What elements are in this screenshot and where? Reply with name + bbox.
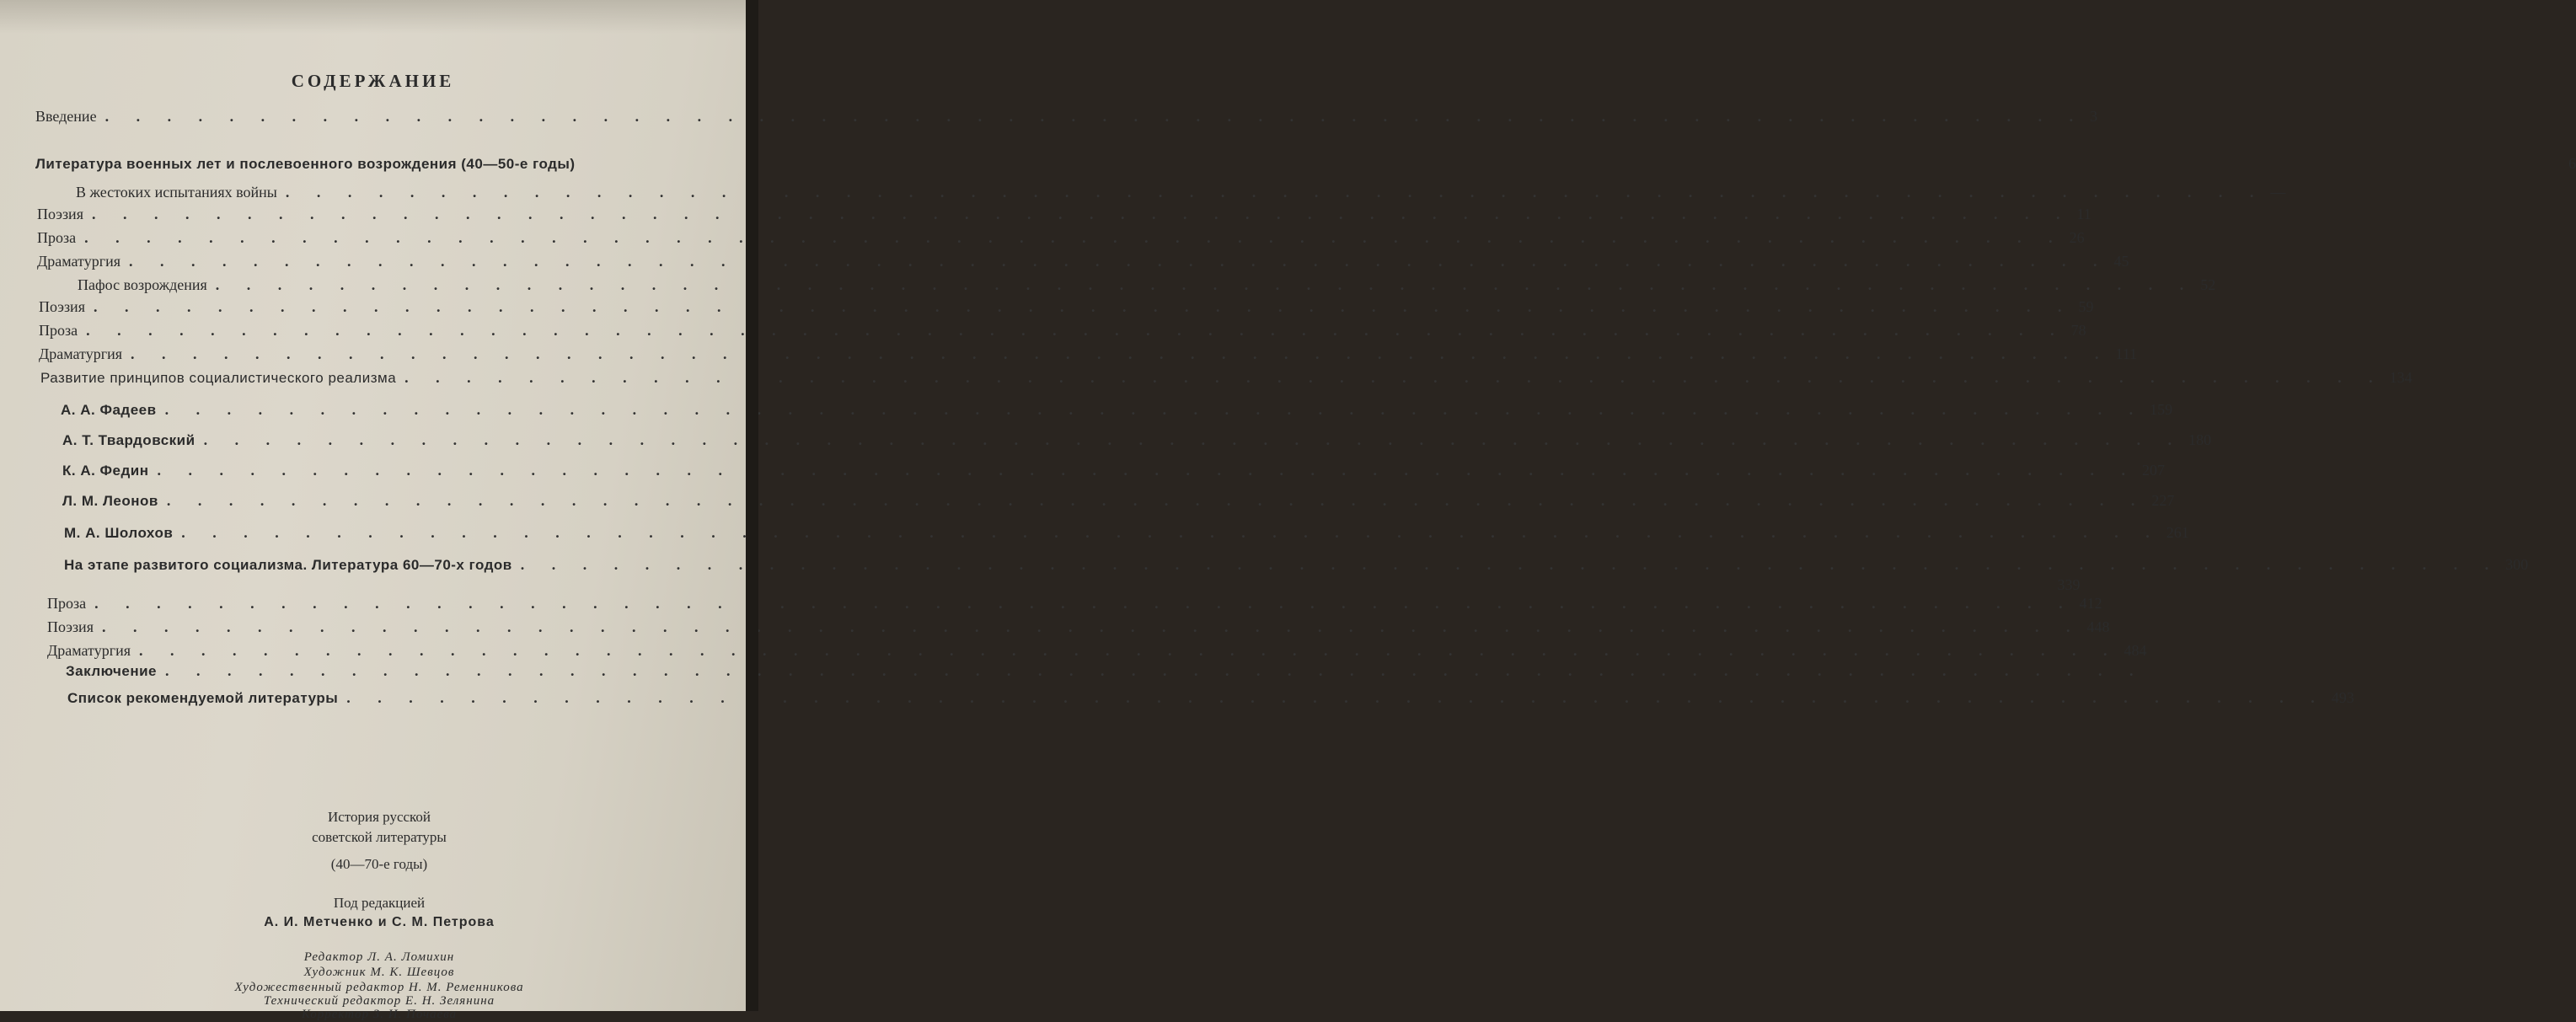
toc-entry [64, 524, 2189, 548]
toc-entry-label: Л. М. Леонов [62, 493, 158, 509]
imprint-credit: Художественный редактор Н. М. Ременникова [234, 981, 524, 994]
toc-entry-label: Драматургия [39, 345, 122, 362]
toc-entry-label: Пафос возрождения [78, 276, 207, 293]
toc-entry [37, 253, 2129, 276]
leader-dots [149, 462, 2138, 479]
toc-entry-page: 484 [2123, 642, 2147, 659]
toc-entry-page: 159 [2150, 401, 2173, 418]
toc-entry-label: Заключение [66, 663, 157, 679]
toc-entry [62, 431, 2212, 455]
toc-entry [61, 401, 2173, 425]
toc-entry-page: 134 [2389, 369, 2413, 386]
leader-dots [195, 431, 2184, 449]
toc-entry-label: Список рекомендуемой литературы [67, 690, 339, 706]
toc-entry-label: На этапе развитого социализма. Литература 60—70-х годов [64, 557, 512, 573]
leader-dots [120, 253, 2109, 270]
toc-entry [76, 184, 2286, 207]
leader-dots [396, 369, 2385, 387]
imprint-credit: Редактор Л. А. Ломихин [303, 950, 455, 964]
leader-dots [94, 618, 2082, 636]
toc-entry-label: К. А. Федин [62, 463, 149, 479]
toc-entry [35, 155, 2576, 179]
toc-entry-page: 11 [2076, 206, 2091, 222]
toc-entry-page: 493 [2331, 689, 2354, 706]
toc-entry-label: Поэзия [47, 618, 94, 635]
toc-entry-page: 207 [2142, 462, 2166, 479]
toc-title: СОДЕРЖАНИЕ [291, 71, 455, 91]
toc-entry [39, 322, 2086, 345]
imprint-edited-by: Под редакцией [333, 895, 426, 911]
toc-entry-page: 339 [2057, 576, 2081, 593]
toc-entry [62, 492, 2175, 516]
toc-entry-label: Драматургия [37, 253, 120, 270]
imprint-credit: Художник М. К. Шевцов [303, 966, 455, 979]
leader-dots [277, 184, 2266, 201]
toc-entry-page: — [2270, 184, 2286, 201]
toc-entry-page: 300 [2505, 556, 2529, 573]
toc-entry-label: Драматургия [47, 642, 131, 659]
toc-entry [47, 595, 2102, 618]
toc-entry-page: 6 [2568, 155, 2576, 172]
leader-dots [157, 401, 2145, 419]
toc-entry [67, 689, 2354, 713]
toc-entry [40, 369, 2413, 393]
toc-entry-label: А. Т. Твардовский [62, 432, 195, 448]
toc-entry [35, 108, 2098, 131]
toc-entry-label: М. А. Шолохов [64, 525, 174, 541]
toc-entry-label: А. А. Фадеев [61, 402, 157, 418]
toc-entry-label: Проза [37, 229, 77, 246]
leader-dots [338, 689, 2327, 707]
leader-dots [131, 642, 2119, 660]
imprint-credit: Корректор З. И. Почаева [301, 1008, 458, 1021]
imprint-book-years: (40—70-е годы) [330, 856, 428, 872]
toc-entry-page: 45 [2113, 253, 2129, 270]
toc-entry-page: 3 [2090, 108, 2098, 125]
toc-entry [62, 462, 2166, 485]
toc-entry-label: Введение [35, 108, 97, 125]
leader-dots [78, 322, 2066, 340]
toc-entry-page: 227 [2151, 492, 2175, 509]
toc-entry-label: Поэзия [39, 298, 85, 315]
imprint-book-title-line2: советской литературы [312, 829, 447, 845]
leader-dots [83, 206, 2072, 223]
leader-dots [207, 276, 2196, 294]
book-binding-edge [746, 0, 758, 1011]
toc-entry-label: Проза [47, 595, 87, 612]
leader-dots [85, 298, 2074, 316]
toc-entry [39, 345, 2138, 369]
toc-entry-page: 26 [2069, 229, 2085, 246]
toc-entry [39, 298, 2094, 322]
toc-entry-label: Поэзия [37, 206, 83, 222]
leader-dots [122, 345, 2111, 363]
toc-entry-label: В жестоких испытаниях войны [76, 184, 277, 201]
toc-entry-page: 412 [2079, 595, 2102, 612]
toc-entry [66, 662, 240, 686]
leader-dots [97, 108, 2086, 126]
toc-entry-label: Проза [39, 322, 78, 339]
leader-dots [173, 524, 2161, 542]
toc-entry-page: 261 [2166, 524, 2189, 541]
leader-dots [76, 229, 2065, 247]
toc-entry-page: 52 [2200, 276, 2216, 293]
toc-entry-page: 111 [2115, 345, 2138, 362]
toc-entry-page: 180 [2188, 431, 2212, 448]
leader-dots [512, 556, 2501, 574]
imprint-editors: А. И. Метченко и С. М. Петрова [264, 915, 495, 929]
leader-dots [86, 595, 2075, 613]
imprint-credit: Технический редактор Е. Н. Зелянина [263, 994, 495, 1008]
toc-entry-label: Литература военных лет и послевоенного возрождения (40—50-е годы) [35, 156, 576, 172]
toc-entry-page: 448 [2086, 618, 2110, 635]
toc-entry [47, 618, 2110, 642]
toc-entry-label: Развитие принципов социалистического реализма [40, 370, 397, 386]
toc-entry [78, 276, 2216, 300]
imprint-book-title-line1: История русской [327, 809, 431, 825]
toc-entry-page: 59 [2078, 298, 2094, 315]
leader-dots [158, 492, 2147, 510]
toc-entry-page: 78 [2070, 322, 2086, 339]
page-shadow [0, 0, 746, 34]
leader-dots [157, 662, 2145, 680]
toc-entry [37, 229, 2085, 253]
toc-entry [37, 206, 2091, 229]
